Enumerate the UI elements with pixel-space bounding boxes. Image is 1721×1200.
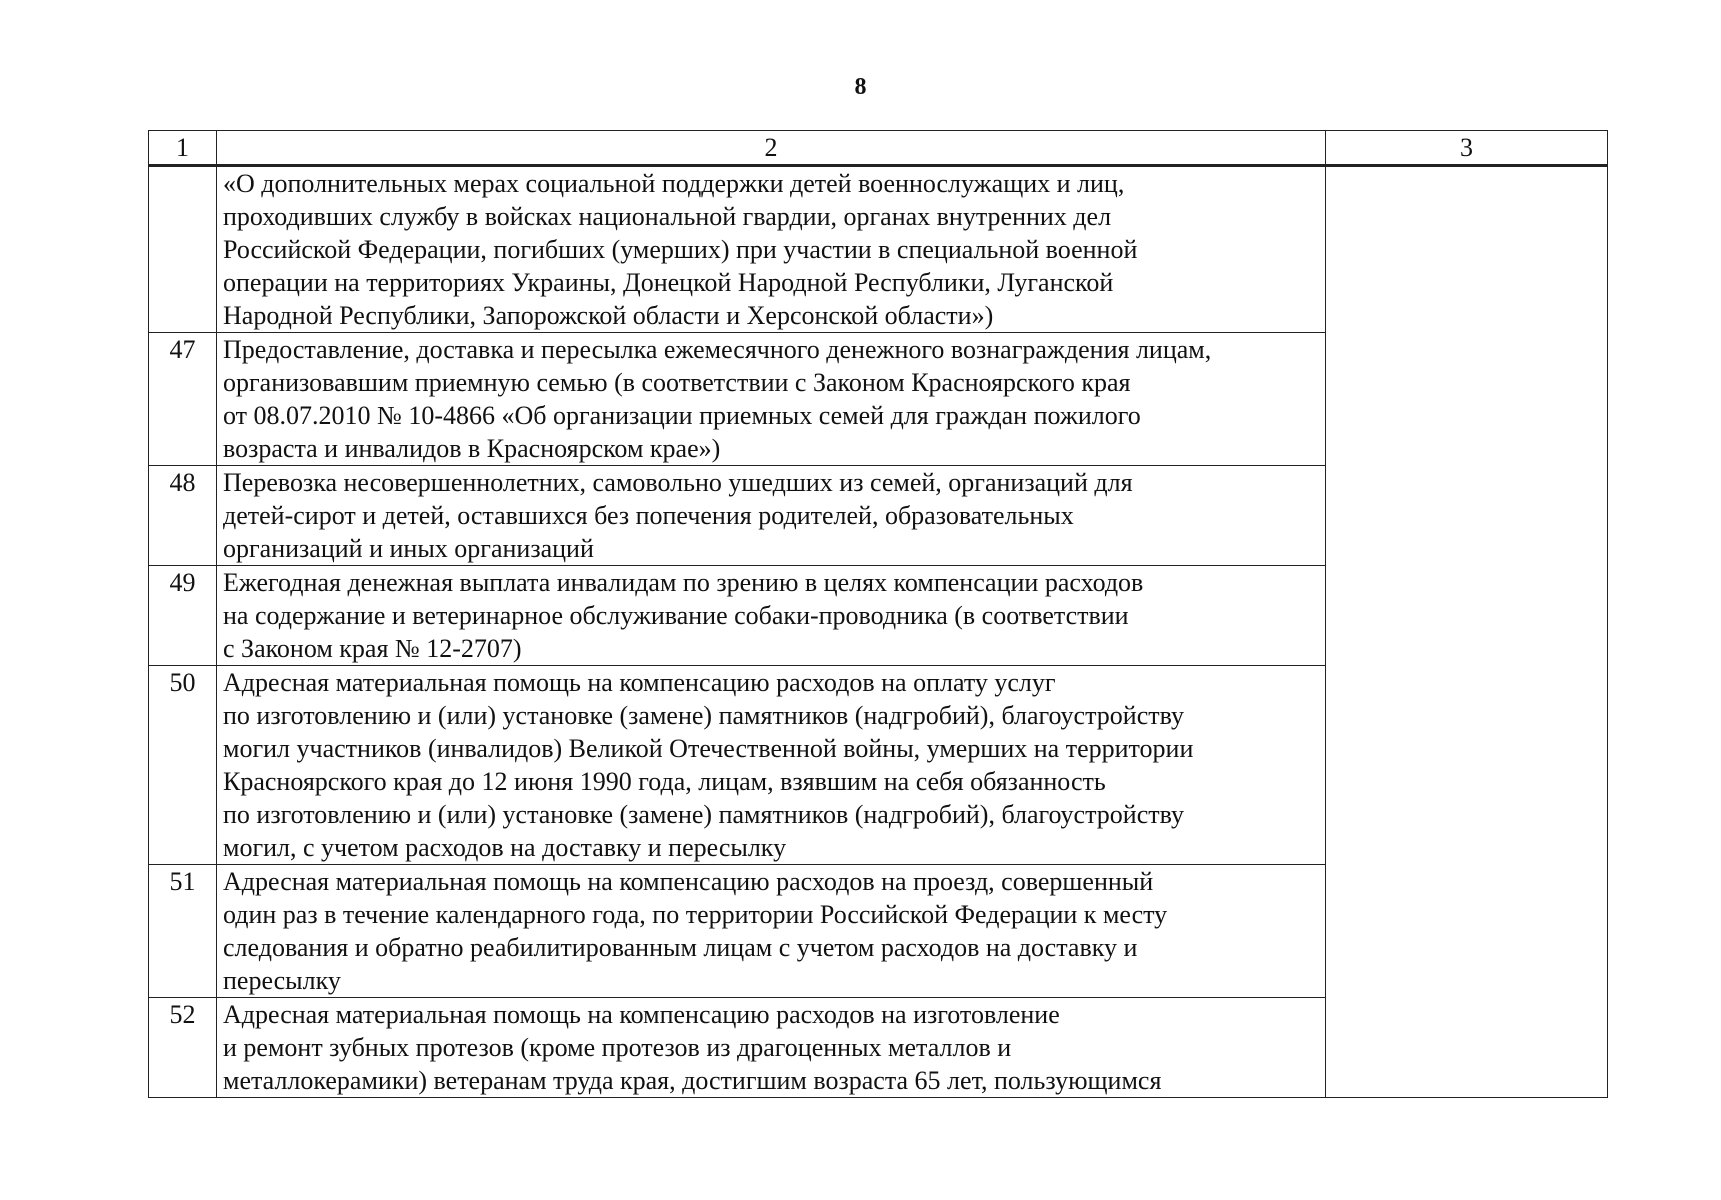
row-number [149,166,217,333]
row-text [217,865,1326,998]
text-line: следования и обратно реабилитированным лицам с учетом расходов на доставку и [223,933,1138,962]
row-text [217,666,1326,865]
text-line: Перевозка несовершеннолетних, самовольно ушедших из семей, организаций для [223,468,1133,497]
column-3-cell [1326,166,1608,1098]
text-line: на содержание и ветеринарное обслуживание собаки-проводника (в соответствии [223,601,1129,630]
services-table [148,130,1608,1098]
row-number: 52 [149,998,217,1098]
row-text [217,333,1326,466]
row-text [217,466,1326,566]
text-line: по изготовлению и (или) установке (замене) памятников (надгробий), благоустройству [223,701,1184,730]
text-line: от 08.07.2010 № 10-4866 «Об организации приемных семей для граждан пожилого [223,401,1141,430]
text-line: возраста и инвалидов в Красноярском крае») [223,434,721,463]
text-line: Адресная материальная помощь на компенсацию расходов на проезд, совершенный [223,867,1154,896]
row-number: 47 [149,333,217,466]
text-line: Российской Федерации, погибших (умерших) при участии в специальной военной [223,235,1138,264]
header-col-1: 1 [149,131,217,166]
text-line: детей-сирот и детей, оставшихся без попечения родителей, образовательных [223,501,1074,530]
header-col-3: 3 [1326,131,1608,166]
table-header-row [149,131,1608,166]
text-line: операции на территориях Украины, Донецкой Народной Республики, Луганской [223,268,1114,297]
text-line: по изготовлению и (или) установке (замене) памятников (надгробий), благоустройству [223,800,1184,829]
text-line: и ремонт зубных протезов (кроме протезов из драгоценных металлов и [223,1033,1012,1062]
row-number: 51 [149,865,217,998]
text-line: могил, с учетом расходов на доставку и пересылку [223,833,787,862]
text-line: организовавшим приемную семью (в соответствии с Законом Красноярского края [223,368,1131,397]
text-line: «О дополнительных мерах социальной поддержки детей военнослужащих и лиц, [223,169,1125,198]
text-line: Ежегодная денежная выплата инвалидам по зрению в целях компенсации расходов [223,568,1144,597]
text-line: один раз в течение календарного года, по территории Российской Федерации к месту [223,900,1168,929]
text-line: Адресная материальная помощь на компенсацию расходов на изготовление [223,1000,1060,1029]
text-line: могил участников (инвалидов) Великой Отечественной войны, умерших на территории [223,734,1194,763]
text-line: металлокерамики) ветеранам труда края, достигшим возраста 65 лет, пользующимся [223,1066,1162,1095]
row-text [217,998,1326,1098]
text-line: проходивших службу в войсках национальной гвардии, органах внутренних дел [223,202,1112,231]
text-line: пересылку [223,966,341,995]
text-line: организаций и иных организаций [223,534,594,563]
text-line: Адресная материальная помощь на компенсацию расходов на оплату услуг [223,668,1056,697]
text-line: с Законом края № 12-2707) [223,634,522,663]
row-text [217,166,1326,333]
header-col-2: 2 [217,131,1326,166]
text-line: Красноярского края до 12 июня 1990 года, лицам, взявшим на себя обязанность [223,767,1106,796]
text-line: Народной Республики, Запорожской области и Херсонской области») [223,301,994,330]
table-row [149,166,1608,333]
text-line: Предоставление, доставка и пересылка ежемесячного денежного вознаграждения лицам, [223,335,1212,364]
row-number: 50 [149,666,217,865]
row-text [217,566,1326,666]
row-number: 48 [149,466,217,566]
row-number: 49 [149,566,217,666]
page-number: 8 [854,74,867,100]
